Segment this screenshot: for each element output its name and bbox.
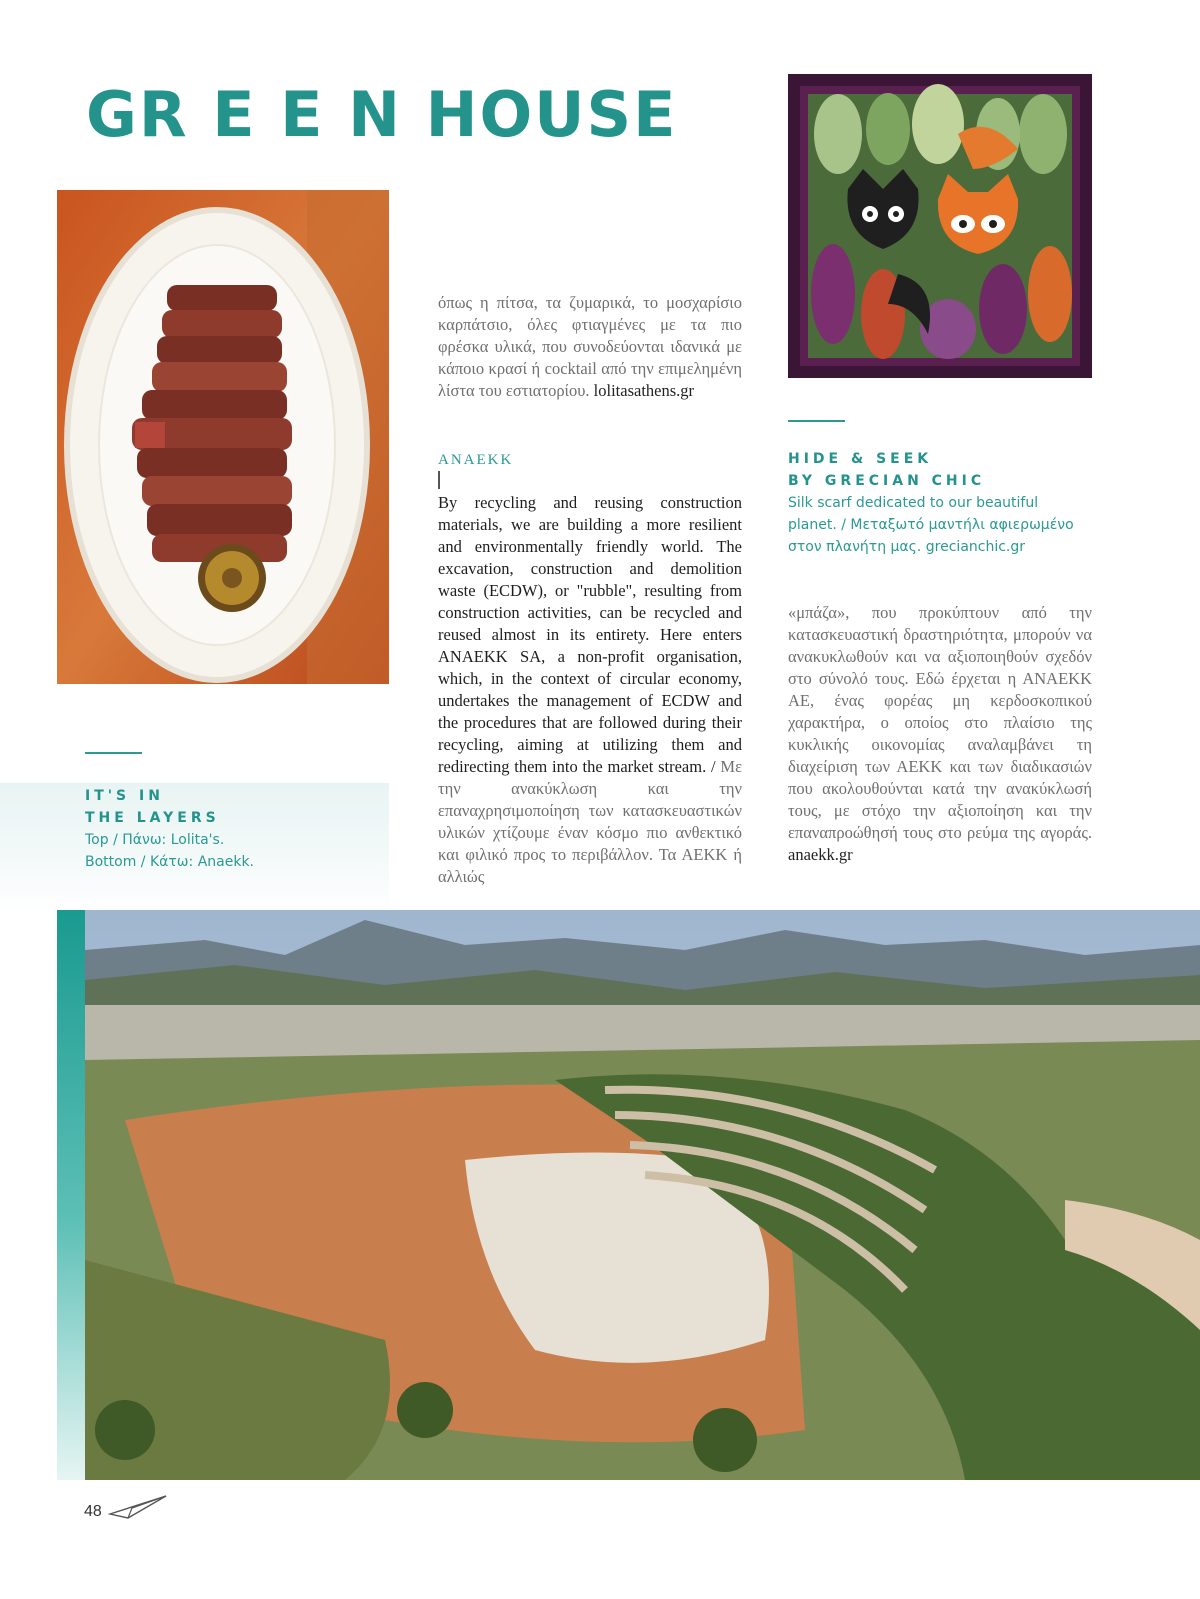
- caption-rule: [85, 752, 142, 754]
- label-tick: [438, 471, 440, 489]
- scarf-photo: [788, 74, 1092, 378]
- landscape-photo: [85, 910, 1200, 1480]
- anaekk-article-continued: [788, 602, 1092, 866]
- scarf-heading: HIDE & SEEK BY GRECIAN CHIC: [788, 451, 986, 489]
- page-number: 48: [84, 1503, 102, 1520]
- scarf-caption: [788, 492, 1088, 558]
- article-greek: Με την ανακύκλωση και την επαναχρησιμοποίηση των κατασκευαστικών υλικών χτίζουμε έναν κόσμο πιο ανθεκτικό και φιλικό προς το περιβάλλον. Τα ΑΕΚΚ ή αλλιώς: [438, 757, 743, 886]
- lolita-url[interactable]: lolitasathens.gr: [593, 381, 695, 400]
- article-english: By recycling and reusing construction materials, we are building a more resilient and environmentally friendly world. The excavation, construction and demolition waste (ECDW), or "rubble", resulting from construction activities, can be recycled and reused almost in its entirety. Here enters ANAEKK SA, a non-profit organisation, which, in the context of circular economy, undertakes the management of ECDW and the procedures that are followed during their recycling, aiming at utilizing them and redirecting them into the market stream. /: [438, 493, 742, 776]
- anaekk-label: ΑΝΑΕΚΚ: [438, 452, 514, 468]
- right-rule: [788, 420, 845, 422]
- scarf-caption-text: Silk scarf dedicated to our beautiful planet. / Μεταξωτό μαντήλι αφιερωμένο στον πλανήτη μας.: [788, 495, 1074, 555]
- caption-line-bottom: Bottom / Κάτω: Anaekk.: [85, 854, 255, 870]
- article-greek-continued: «μπάζα», που προκύπτουν από την κατασκευαστική δραστηριότητα, μπορούν να ανακυκλωθούν και να αξιοποιηθούν σχεδόν στο σύνολό τους. Εδώ έρχεται η ΑΝΑΕΚΚ ΑΕ, ένας φορέας μη κερδοσκοπικού χαρακτήρα, ο οποίος στο πλαίσιο της κυκλικής οικονομίας αναλαμβάνει τη διαχείριση των ΑΕΚΚ και των διαδικασιών που ακολουθούνται κατά την ανακύκλωσή τους, με στόχο την αξιοποίηση και την επαναπροώθησή τους στο ρεύμα της αγοράς.: [788, 603, 1092, 842]
- middle-top-paragraph: [438, 292, 742, 402]
- food-photo: [57, 190, 389, 684]
- caption-text: [85, 829, 375, 873]
- grecianchic-url[interactable]: grecianchic.gr: [925, 539, 1026, 555]
- caption-line-top: Top / Πάνω: Lolita's.: [85, 832, 225, 848]
- caption-heading: IT'S IN THE LAYERS: [85, 788, 220, 826]
- landscape-accent-bar: [57, 910, 85, 1480]
- section-title: GR E E N HOUSE: [86, 78, 678, 151]
- middle-top-text: όπως η πίτσα, τα ζυμαρικά, το μοσχαρίσιο καρπάτσιο, όλες φτιαγμένες με τα πιο φρέσκα υλικά, που συνοδεύονται ιδανικά με κάποιο κρασί ή cocktail από την επιμελημένη λίστα του εστιατορίου.: [438, 293, 742, 400]
- anaekk-article: [438, 492, 742, 888]
- paper-plane-icon: [108, 1494, 168, 1520]
- anaekk-url[interactable]: anaekk.gr: [788, 845, 853, 864]
